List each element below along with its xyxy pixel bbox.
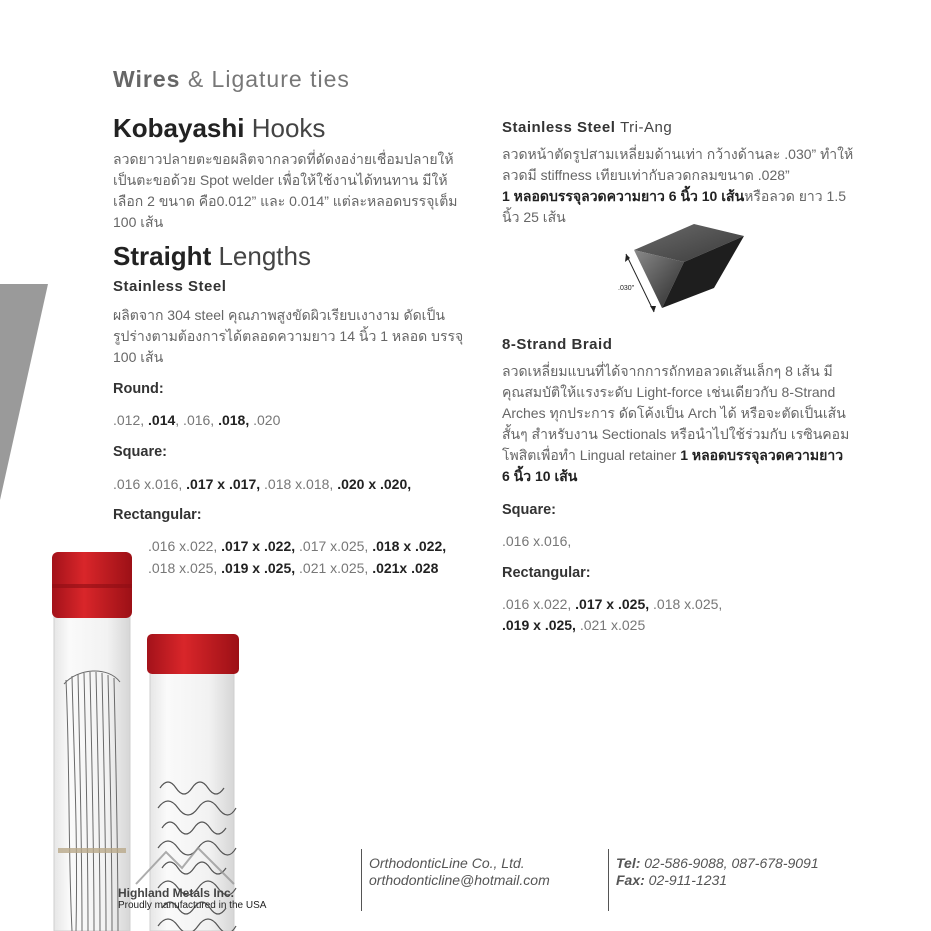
size-value: .018 x.025, <box>148 560 222 576</box>
braid-desc-line <box>502 466 862 487</box>
size-value: , .016, <box>175 412 219 428</box>
size-value: .016 x.016, <box>113 476 187 492</box>
straight-title <box>113 241 311 272</box>
triang-desc-line <box>502 186 862 207</box>
straight-title-rest: Lengths <box>218 241 311 271</box>
watermark-company: Highland Metals Inc. <box>118 886 235 900</box>
kobayashi-desc-line: 100 เส้น <box>113 214 164 230</box>
side-band <box>0 284 48 500</box>
square-label: Square: <box>113 444 167 460</box>
kobayashi-title-bold: Kobayashi <box>113 113 245 143</box>
straight-description <box>113 305 473 368</box>
braid-square-label: Square: <box>502 502 556 518</box>
size-value-bold: .017 x .017, <box>186 476 261 492</box>
braid-desc-bold: 6 นิ้ว 10 เส้น <box>502 468 578 484</box>
braid-description <box>502 361 862 487</box>
size-value-bold: .018, <box>218 412 250 428</box>
braid-desc-line <box>502 445 862 466</box>
round-sizes <box>113 412 280 428</box>
footer-company-block <box>369 855 550 889</box>
kobayashi-desc-line: เลือก 2 ขนาด คือ0.012” และ 0.014” แต่ละหลอดบรรจุเต็ม <box>113 193 458 209</box>
triang-title-bold: Stainless Steel <box>502 119 616 136</box>
kobayashi-description <box>113 149 463 233</box>
footer-divider <box>361 849 362 911</box>
footer-fax <box>616 872 819 889</box>
size-value: .020 <box>249 412 281 428</box>
size-value-bold: .019 x .025, <box>221 560 296 576</box>
braid-rectangular-sizes-line1 <box>502 596 722 612</box>
straight-desc-line: ผลิตจาก 304 steel คุณภาพสูงขัดผิวเรียบเงางาม ดัดเป็น <box>113 307 445 323</box>
round-label: Round: <box>113 381 164 397</box>
triang-title-rest: Tri-Ang <box>620 119 673 136</box>
footer-divider <box>608 849 609 911</box>
triang-description <box>502 144 862 228</box>
wire-tubes-photo <box>48 548 248 931</box>
braid-rectangular-sizes-line2 <box>502 617 645 633</box>
footer-email[interactable]: orthodonticline@hotmail.com <box>369 872 550 888</box>
size-value-bold: .017 x .022, <box>221 538 296 554</box>
size-value: .017 x.025, <box>295 538 373 554</box>
footer-contact-block <box>616 855 819 889</box>
straight-subtitle: Stainless Steel <box>113 278 227 295</box>
straight-title-bold: Straight <box>113 241 212 271</box>
section-title-rest: & Ligature ties <box>187 66 350 92</box>
tel-value: 02-586-9088, 087-678-9091 <box>640 855 819 871</box>
rectangular-label: Rectangular: <box>113 507 202 523</box>
size-value-bold: .014 <box>148 412 176 428</box>
triang-desc-bold: 1 หลอดบรรจุลวดความยาว 6 นิ้ว 10 เส้น <box>502 188 745 204</box>
company-suffix: Co., Ltd. <box>467 855 525 871</box>
triang-desc-line: นิ้ว 25 เส้น <box>502 209 566 225</box>
braid-desc-line: สั้นๆ สำหรับงาน Sectionals หรือนำไปใช้ร่วมกับ เรซินคอม <box>502 426 850 442</box>
braid-square-sizes: .016 x.016, <box>502 533 572 549</box>
tel-label: Tel: <box>616 855 641 871</box>
kobayashi-desc-line: เป็นตะขอด้วย Spot welder เพื่อให้ใช้งานได้ทนทาน มีให้ <box>113 172 448 188</box>
size-value-bold: .019 x .025, <box>502 617 576 633</box>
size-value: .012, <box>113 412 149 428</box>
size-value-bold: .021x .028 <box>372 560 439 576</box>
size-value-bold: .020 x .020, <box>337 476 412 492</box>
straight-desc-line: 100 เส้น <box>113 349 164 365</box>
braid-desc-rest: โพสิตเพื่อทำ Lingual retainer <box>502 447 681 463</box>
braid-desc-line: ลวดเหลี่ยมแบนที่ได้จากการถักทอลวดเส้นเล็กๆ 8 เส้น มี <box>502 363 833 379</box>
kobayashi-desc-line: ลวดยาวปลายตะขอผลิตจากลวดที่ดัดงอง่ายเชื่อมปลายให้ <box>113 151 454 167</box>
kobayashi-title-rest: Hooks <box>251 113 326 143</box>
watermark-tagline: Proudly manufactured in the USA <box>118 900 267 911</box>
straight-desc-line: รูปร่างตามต้องการได้ตลอดความยาว 14 นิ้ว 1 หลอด บรรจุ <box>113 328 464 344</box>
triangular-wire-diagram <box>614 222 748 318</box>
braid-title: 8-Strand Braid <box>502 336 613 353</box>
braid-desc-line: Arches ทุกประการ ดัดโค้งเป็น Arch ได้ หรือจะตัดเป็นเส้น <box>502 405 846 421</box>
braid-desc-line: คุณสมบัติให้แรงระดับ Light-force เช่นเดียวกับ 8-Strand <box>502 384 836 400</box>
size-value-bold: .017 x .025, <box>575 596 650 612</box>
size-value: .016 x.022, <box>502 596 576 612</box>
fax-value: 02-911-1231 <box>644 872 728 888</box>
triang-title <box>502 119 672 136</box>
diagram-dimension-label: .030" <box>618 285 635 292</box>
section-title <box>113 66 350 93</box>
footer-company <box>369 855 550 872</box>
braid-desc-bold: 1 หลอดบรรจุลวดความยาว <box>680 447 844 463</box>
size-value: .021 x.025, <box>295 560 373 576</box>
braid-rectangular-label: Rectangular: <box>502 565 591 581</box>
size-value: .018 x.025, <box>649 596 723 612</box>
size-value-bold: .018 x .022, <box>372 538 447 554</box>
size-value: .018 x.018, <box>260 476 338 492</box>
size-value: .021 x.025 <box>575 617 646 633</box>
fax-label: Fax: <box>616 872 645 888</box>
triang-desc-line: ลวดมี stiffness เทียบเท่ากับลวดกลมขนาด .028” <box>502 167 790 183</box>
size-value: .016 x.022, <box>148 538 222 554</box>
triang-desc-line: ลวดหน้าตัดรูปสามเหลี่ยมด้านเท่า กว้างด้านละ .030” ทำให้ <box>502 146 854 162</box>
square-sizes <box>113 476 411 492</box>
triang-desc-rest: หรือลวด ยาว 1.5 <box>744 188 846 204</box>
section-title-bold: Wires <box>113 66 181 92</box>
company-name: OrthodonticLine <box>369 855 468 871</box>
footer-tel <box>616 855 819 872</box>
kobayashi-title <box>113 113 325 144</box>
watermark <box>118 886 266 911</box>
